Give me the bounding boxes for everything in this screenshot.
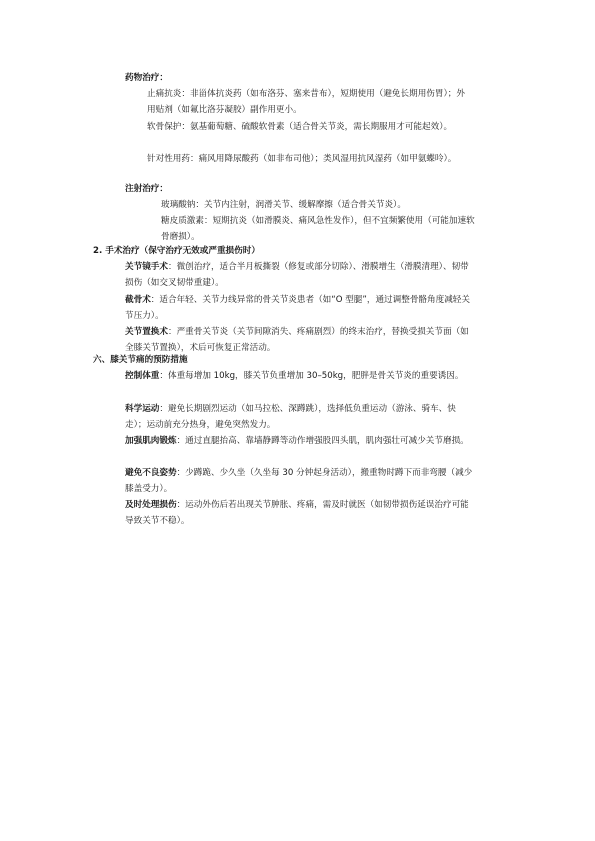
desc-replacement: ：严重骨关节炎（关节间隙消失、疼痛剧烈）的终末治疗，替换受损关节面（如全膝关节置换），术后可恢复正常活动。 (125, 327, 469, 354)
surgery-item-osteotomy (125, 292, 475, 324)
prevention-item-posture (125, 465, 475, 497)
injection-item-hyaluronate: 玻璃酸钠：关节内注射，润滑关节、缓解摩擦（适合骨关节炎）。 (161, 200, 406, 210)
term-injury: 及时处理损伤 (125, 500, 177, 510)
prevention-item-weight (125, 368, 475, 384)
desc-osteotomy: ：适合年轻、关节力线异常的骨关节炎患者（如“O 型腿”，通过调整骨骼角度减轻关节压力）。 (125, 295, 470, 322)
term-weight: 控制体重 (125, 371, 160, 381)
desc-posture: ：少蹲跪、少久坐（久坐每 30 分钟起身活动），搬重物时蹲下而非弯腰（减少膝盖受力）。 (125, 468, 473, 495)
desc-exercise: ：避免长期剧烈运动（如马拉松、深蹲跳），选择低负重运动（游泳、骑车、快走）；运动前充分热身，避免突然发力。 (125, 404, 456, 431)
prevention-item-muscle (125, 433, 475, 449)
term-muscle: 加强肌肉锻炼 (125, 436, 177, 446)
surgery-heading: 2. 手术治疗（保守治疗无效或严重损伤时） (93, 246, 260, 256)
drug-item-targeted: 针对性用药：痛风用降尿酸药（如非布司他）；类风湿用抗风湿药（如甲氨蝶呤）。 (147, 154, 457, 164)
drug-item-cartilage: 软骨保护：氨基葡萄糖、硫酸软骨素（适合骨关节炎，需长期服用才可能起效）。 (147, 122, 453, 132)
term-arthroscopy: 关节镜手术 (125, 262, 168, 272)
desc-muscle: ：通过直腿抬高、靠墙静蹲等动作增强股四头肌，肌肉强壮可减少关节磨损。 (176, 436, 469, 446)
term-posture: 避免不良姿势 (125, 468, 177, 478)
prevention-heading: 六、膝关节痛的预防措施 (93, 355, 188, 365)
prevention-item-injury (125, 497, 475, 529)
term-osteotomy: 截骨术 (125, 295, 151, 305)
desc-arthroscopy: ：微创治疗，适合半月板撕裂（修复或部分切除）、滑膜增生（滑膜清理）、韧带损伤（如交叉韧带重建）。 (125, 262, 469, 289)
drug-therapy-heading: 药物治疗： (125, 73, 168, 83)
surgery-item-arthroscopy (125, 259, 475, 291)
desc-weight: ：体重每增加 10kg，膝关节负重增加 30–50kg，肥胖是骨关节炎的重要诱因。 (159, 371, 464, 381)
term-exercise: 科学运动 (125, 404, 160, 414)
prevention-item-exercise (125, 401, 475, 433)
injection-therapy-heading: 注射治疗： (125, 184, 168, 194)
drug-item-analgesic: 止痛抗炎：非甾体抗炎药（如布洛芬、塞来昔布），短期使用（避免长期用伤胃）；外用贴剂（如氟比洛芬凝胶）副作用更小。 (147, 89, 465, 116)
desc-injury: ：运动外伤后若出现关节肿胀、疼痛，需及时就医（如韧带损伤延误治疗可能导致关节不稳）。 (125, 500, 469, 527)
injection-item-glucocorticoid: 糖皮质激素：短期抗炎（如滑膜炎、痛风急性发作），但不宜频繁使用（可能加速软骨磨损）。 (161, 216, 475, 243)
term-replacement: 关节置换术 (125, 327, 168, 337)
